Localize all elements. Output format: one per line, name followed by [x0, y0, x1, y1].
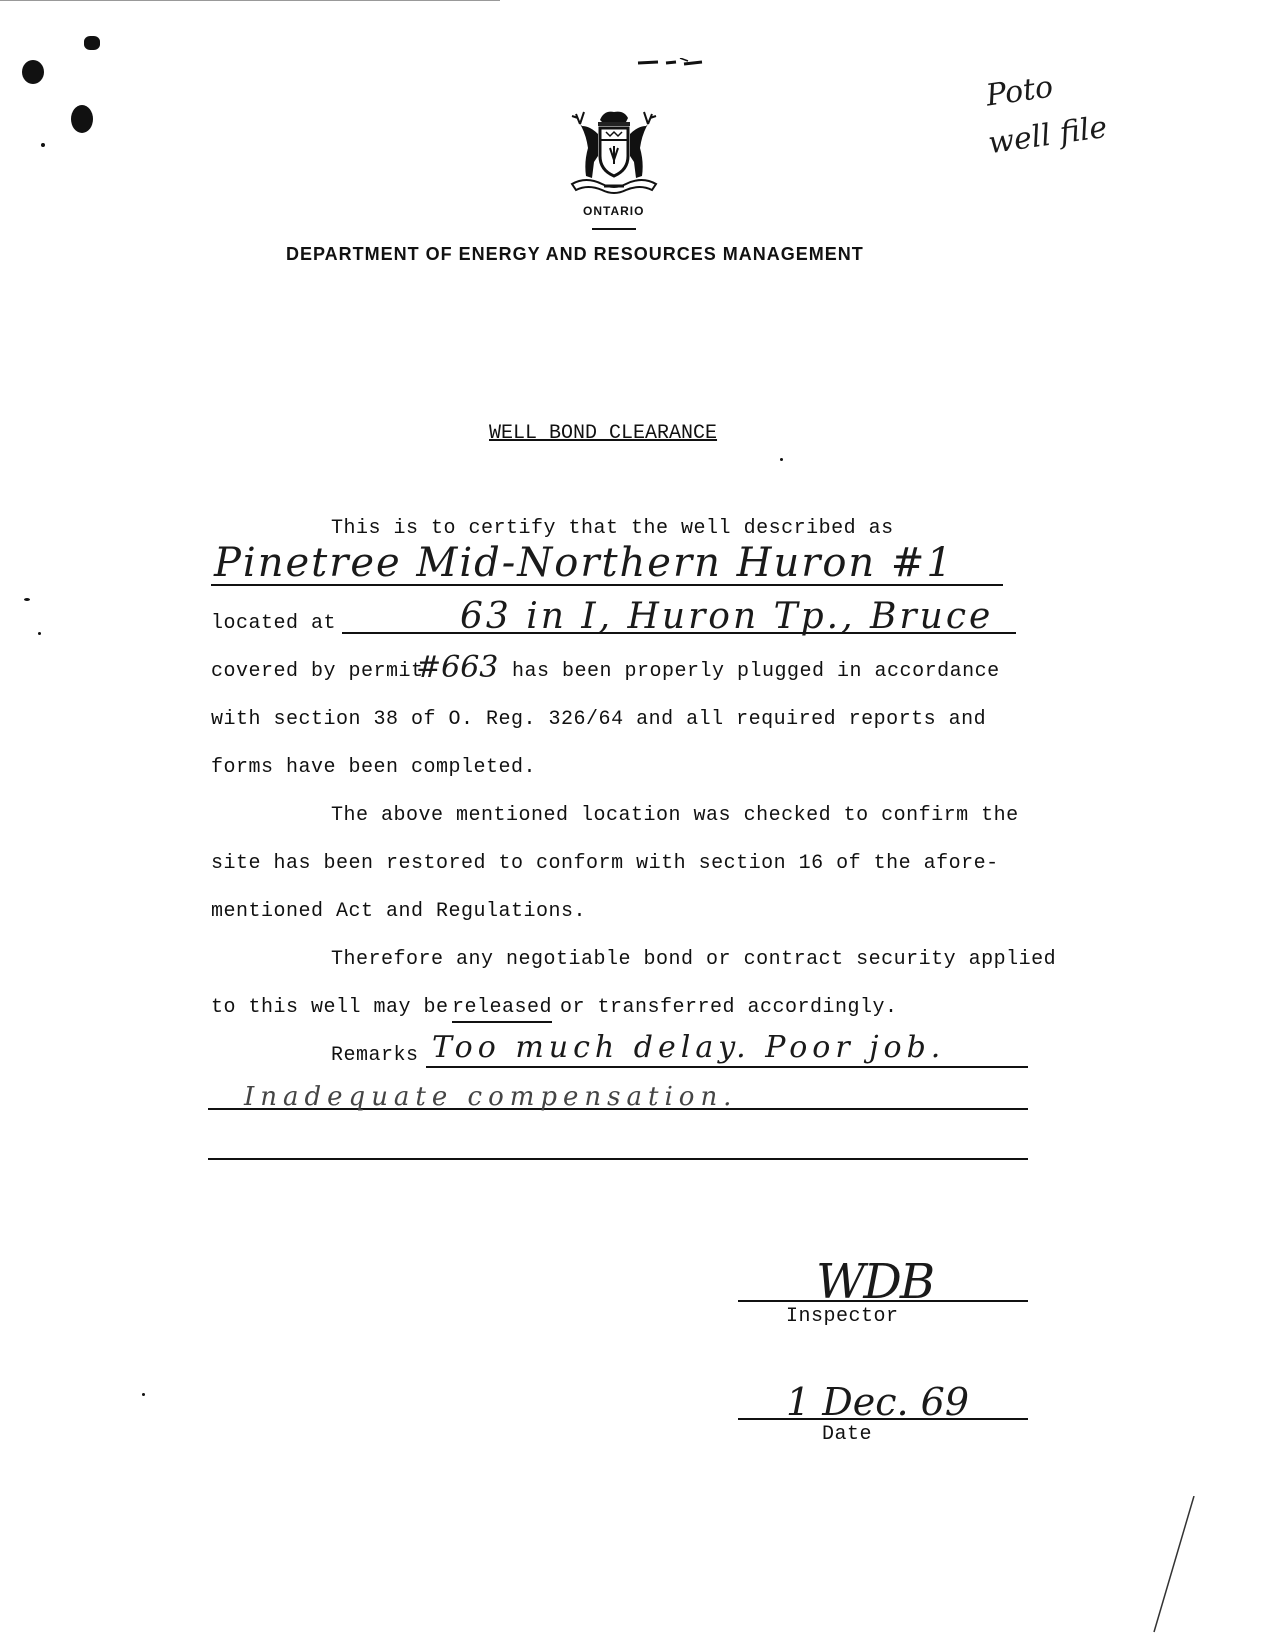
- scan-speck: [38, 632, 41, 635]
- remarks-label: Remarks: [331, 1044, 419, 1067]
- crest-underline: [592, 228, 636, 230]
- scan-edge-mark: [1150, 1496, 1200, 1636]
- para2-line1: The above mentioned location was checked to confirm the: [331, 804, 1019, 827]
- scan-speck: [780, 458, 783, 461]
- inspector-line: [738, 1300, 1028, 1302]
- scan-edge-line: [0, 0, 500, 1]
- ontario-coat-of-arms-icon: [566, 104, 662, 200]
- permit-suffix: has been properly plugged in accordance: [512, 660, 1000, 683]
- annotation-top-right-line1: Poto: [983, 69, 1056, 114]
- well-name-value: Pinetree Mid-Northern Huron #1: [214, 540, 954, 586]
- located-label: located at: [211, 612, 337, 635]
- remarks-line-3: [208, 1158, 1028, 1160]
- date-value: 1 Dec. 69: [786, 1380, 970, 1424]
- para3-released: released: [452, 996, 552, 1023]
- scan-speck: [24, 598, 30, 601]
- inspector-signature: WDB: [816, 1254, 934, 1310]
- forms-line: forms have been completed.: [211, 756, 537, 779]
- document-title: WELL BOND CLEARANCE: [489, 422, 718, 445]
- scan-speck: [71, 105, 93, 133]
- remarks-value-1: Too much delay. Poor job.: [432, 1030, 946, 1065]
- para3-line2-post: or transferred accordingly.: [560, 996, 898, 1019]
- section-line: with section 38 of O. Reg. 326/64 and all required reports and: [211, 708, 987, 731]
- para3-line1: Therefore any negotiable bond or contract security applied: [331, 948, 1057, 971]
- permit-prefix: covered by permit: [211, 660, 424, 683]
- scan-speck: [41, 143, 45, 147]
- scan-speck: [84, 36, 100, 50]
- date-label: Date: [822, 1423, 873, 1446]
- para2-line2: site has been restored to conform with section 16 of the afore-: [211, 852, 999, 875]
- location-value: 63 in I, Huron Tp., Bruce: [460, 596, 994, 637]
- scan-speck: [142, 1393, 145, 1396]
- remarks-value-2: Inadequate compensation.: [244, 1082, 738, 1112]
- para3-line2-pre: to this well may be: [211, 996, 449, 1019]
- para2-line3: mentioned Act and Regulations.: [211, 900, 587, 923]
- department-heading: DEPARTMENT OF ENERGY AND RESOURCES MANAGEMENT: [286, 244, 864, 264]
- scan-speck: [22, 60, 44, 84]
- date-line: [738, 1418, 1028, 1420]
- permit-number: #663: [416, 650, 499, 685]
- scan-mark: [636, 62, 706, 66]
- crest-label: ONTARIO: [583, 204, 645, 218]
- certify-intro: This is to certify that the well described as: [331, 517, 894, 540]
- annotation-top-right-line2: well file: [986, 109, 1110, 162]
- inspector-label: Inspector: [786, 1305, 899, 1328]
- remarks-line-1: [426, 1066, 1028, 1068]
